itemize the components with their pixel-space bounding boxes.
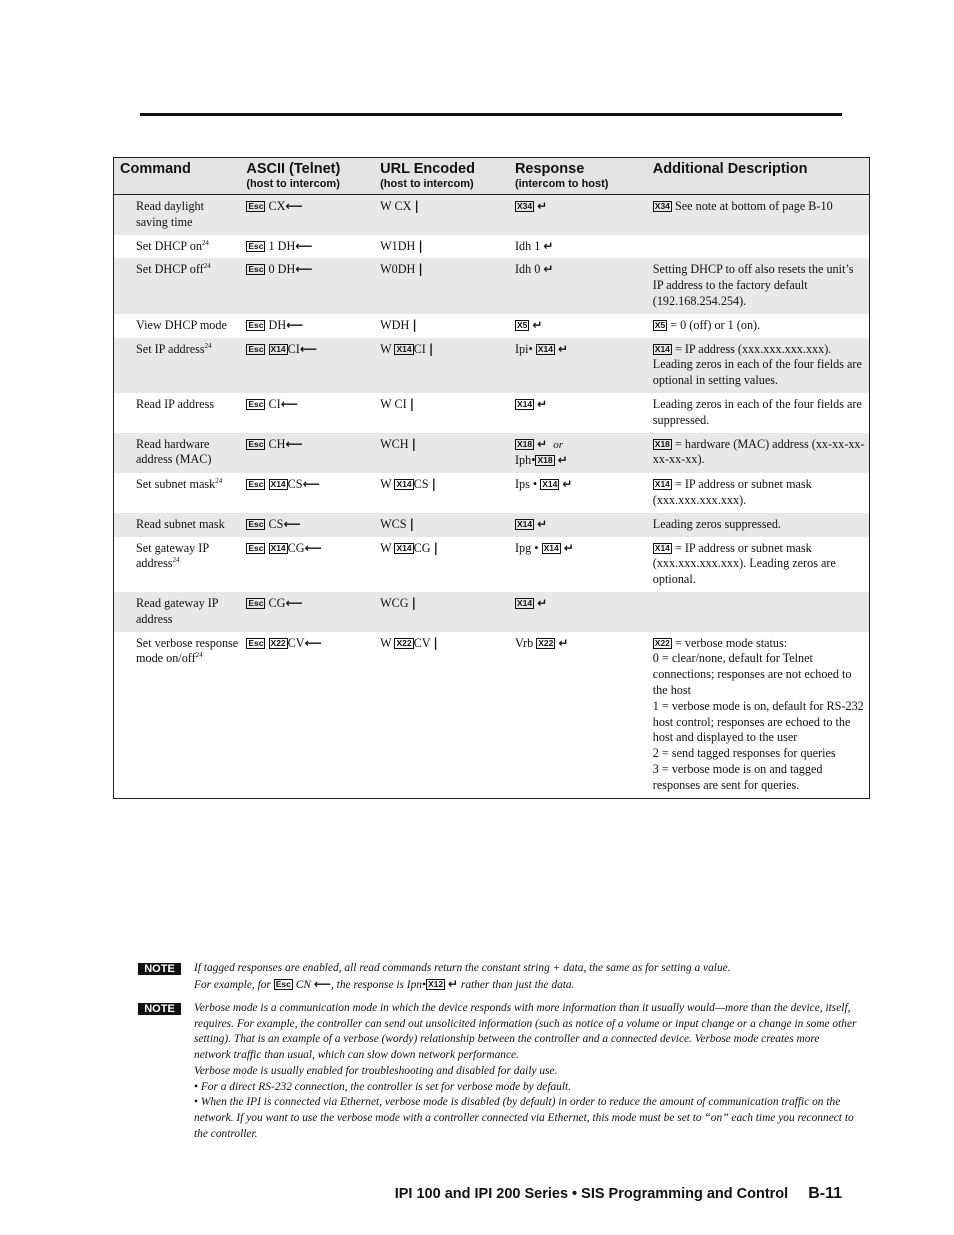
note-bullet: • When the IPI is connected via Ethernet, verbose mode is disabled (by default) in order to reduce the amount of communication traffic on the network. If you want to use the verbose mode with a controller connected via Ethernet, this mode must be set to “on” each time you reconnect to the controller. xyxy=(194,1096,854,1140)
command-cell: Read subnet mask xyxy=(114,513,243,537)
description-cell: X5 = 0 (off) or 1 (on). xyxy=(654,317,761,332)
variable-key-icon: X14 xyxy=(537,343,553,354)
command-cell: Read hardware address (MAC) xyxy=(114,433,243,474)
page-footer xyxy=(0,1184,842,1204)
response-cell xyxy=(511,314,649,338)
return-icon: ↵ xyxy=(562,477,573,492)
variable-key-icon: X5 xyxy=(516,319,528,330)
left-arrow-icon: ⟵ xyxy=(286,317,304,332)
esc-key-icon: Esc xyxy=(248,264,264,275)
return-icon: ↵ xyxy=(537,595,548,610)
url-cell: WCG | xyxy=(376,592,511,632)
pipe-icon: | xyxy=(433,540,438,555)
command-cell: Set DHCP $on^{24}$ xyxy=(136,238,209,253)
pipe-icon: | xyxy=(409,516,415,531)
page-number: B-11 xyxy=(808,1185,842,1202)
variable-key-icon: X18 xyxy=(516,438,533,449)
url-cell: WCH | xyxy=(376,433,511,474)
command-cell: Read IP address xyxy=(136,396,215,411)
sis-command-table xyxy=(113,157,870,799)
esc-key-icon: Esc xyxy=(248,518,264,529)
variable-key-icon: X22 xyxy=(654,637,670,648)
description-cell xyxy=(649,592,870,632)
url-cell: W0DH | xyxy=(376,258,511,313)
variable-key-icon: X18 xyxy=(537,455,553,466)
url-cell: W CI | xyxy=(380,396,415,411)
pipe-icon: | xyxy=(414,199,419,213)
ascii-cell: Esc CS⟵ xyxy=(242,513,376,537)
response-cell: Idh 1 ↵ xyxy=(514,238,554,253)
description-cell: X18 = hardware (MAC) address (xx-xx-xx-xx-xx-xx). xyxy=(649,433,870,474)
left-arrow-icon: ⟵ xyxy=(304,540,322,555)
esc-key-icon: Esc xyxy=(248,201,264,211)
return-icon: ↵ xyxy=(532,317,543,332)
variable-key-icon: X14 xyxy=(270,479,286,490)
esc-key-icon: Esc xyxy=(248,319,264,330)
esc-key-icon: Esc xyxy=(248,542,264,553)
response-cell: X18 ↵ or Iph• X18 ↵ xyxy=(511,433,649,474)
esc-key-icon: Esc xyxy=(248,398,264,409)
left-arrow-icon: ⟵ xyxy=(285,199,303,213)
variable-key-icon: X22 xyxy=(270,637,286,648)
ascii-cell: Esc DH⟵ xyxy=(248,317,304,332)
return-icon: ↵ xyxy=(447,976,459,991)
ascii-cell: Esc CX⟵ xyxy=(242,195,376,235)
table-row xyxy=(114,513,870,537)
pipe-icon: | xyxy=(418,238,423,253)
table-header-row xyxy=(114,158,870,195)
left-arrow-icon: ⟵ xyxy=(285,595,303,610)
command-cell: View DHCP mode xyxy=(136,317,227,332)
url-cell: W X14 CI | xyxy=(376,338,511,393)
esc-key-icon: Esc xyxy=(248,637,264,648)
variable-key-icon: X14 xyxy=(396,542,412,553)
command-cell: Read gateway IP address xyxy=(114,592,243,632)
ascii-cell: Esc 1 DH⟵ xyxy=(248,238,313,253)
note-badge: NOTE xyxy=(138,963,181,975)
return-icon: ↵ xyxy=(558,635,569,650)
response-cell xyxy=(511,592,649,632)
response-cell xyxy=(511,393,649,433)
pipe-icon: | xyxy=(412,317,417,332)
url-cell: WCS | xyxy=(376,513,511,537)
command-cell: Set DHCP off$^{24}$ xyxy=(114,258,243,313)
left-arrow-icon: ⟵ xyxy=(313,976,331,991)
command-cell: Set subnet mask$^{24}$ xyxy=(136,477,223,492)
ascii-cell: Esc CH⟵ xyxy=(242,433,376,474)
note-bullet: • For a direct RS-232 connection, the controller is set for verbose mode by default. xyxy=(194,1080,572,1093)
table-row xyxy=(114,195,870,235)
variable-key-icon: X18 xyxy=(654,438,670,449)
command-cell: Set gateway IP address$^{24}$ xyxy=(136,540,209,571)
return-icon: ↵ xyxy=(537,436,548,451)
url-cell: W X14 CG | xyxy=(380,540,438,555)
left-arrow-icon: ⟵ xyxy=(283,516,301,531)
variable-key-icon: X14 xyxy=(543,542,559,553)
return-icon: ↵ xyxy=(557,341,569,356)
url-cell: W1DH | xyxy=(380,238,423,253)
table-row xyxy=(114,433,870,474)
url-cell: W CX | xyxy=(376,195,511,235)
variable-key-icon: X14 xyxy=(270,343,286,354)
footer-title: IPI 100 and IPI 200 Series • SIS Programming and Control xyxy=(394,1186,789,1202)
pipe-icon: | xyxy=(411,595,417,610)
description-cell: Setting DHCP to off also resets the unit’s IP address to the factory default (192.168.254.254). xyxy=(649,258,870,313)
left-arrow-icon: ⟵ xyxy=(285,436,303,451)
variable-key-icon: X22 xyxy=(396,637,412,648)
variable-key-icon: X14 xyxy=(516,398,533,409)
description-cell xyxy=(649,235,870,259)
variable-key-icon: X14 xyxy=(396,343,412,354)
esc-key-icon: Esc xyxy=(248,479,264,490)
left-arrow-icon: ⟵ xyxy=(295,238,313,253)
command-cell: Set verbose response mode on/off$^{24}$ xyxy=(136,635,239,666)
header-url-encoded: URL Encoded (host to intercom) xyxy=(376,158,511,195)
ascii-cell: Esc CI⟵ xyxy=(248,396,298,411)
response-cell xyxy=(511,195,649,235)
variable-key-icon: X5 xyxy=(654,319,666,330)
variable-key-icon: X34 xyxy=(654,201,670,211)
esc-key-icon: Esc xyxy=(248,597,264,608)
table-row xyxy=(114,393,870,433)
return-icon: ↵ xyxy=(563,540,574,555)
header-response: Response (intercom to host) xyxy=(511,158,649,195)
esc-key-icon: Esc xyxy=(248,240,264,251)
variable-key-icon: X14 xyxy=(542,479,558,490)
header-command: Command xyxy=(114,158,243,195)
url-cell: WDH | xyxy=(380,317,417,332)
response-cell: Idh 0 ↵ xyxy=(511,258,649,313)
return-icon: ↵ xyxy=(537,199,548,213)
response-cell: Ips • X14 ↵ xyxy=(514,477,573,492)
return-icon: ↵ xyxy=(537,396,548,411)
pipe-icon: | xyxy=(428,341,434,356)
return-icon: ↵ xyxy=(557,453,568,468)
description-cell: X14 = IP address (xxx.xxx.xxx.xxx). Leading zeros in each of the four fields are optional in setting values. xyxy=(649,338,870,393)
command-cell: Set IP address$^{24}$ xyxy=(114,338,243,393)
top-rule xyxy=(140,113,842,116)
ascii-cell: Esc X22 CV⟵ xyxy=(248,635,322,650)
table-row xyxy=(114,592,870,632)
note-paragraph: Verbose mode is usually enabled for troubleshooting and disabled for daily use. xyxy=(194,1064,558,1077)
table-row xyxy=(114,258,870,313)
description-cell: Leading zeros suppressed. xyxy=(649,513,870,537)
return-icon: ↵ xyxy=(543,262,554,277)
response-cell xyxy=(511,513,649,537)
left-arrow-icon: ⟵ xyxy=(302,477,320,492)
variable-key-icon: X14 xyxy=(396,479,412,490)
pipe-icon: | xyxy=(409,396,415,411)
description-cell: X22 = verbose mode status: 0 = clear/none, default for Telnet connections; responses are not echoed to the host 1 = verbose mode is on, default for RS-232 host control; responses are echoed to the host and displayed to the user 2 = send tagged responses for queries 3 = verbose mode is on and tagged responses are sent for queries. xyxy=(652,635,864,792)
description-cell: X14 = IP address or subnet mask (xxx.xxx.xxx.xxx). Leading zeros are optional. xyxy=(652,540,836,587)
note-tagged-responses: NOTE If tagged responses are enabled, all read commands return the constant string + data, the same as for setting a value. For example, for Esc CN ⟵, the response is Ipn• X12 ↵ rather than just the data. xyxy=(138,961,858,993)
ascii-cell: Esc X14 CG⟵ xyxy=(248,540,322,555)
ascii-cell: Esc X14 CS⟵ xyxy=(248,477,320,492)
table-row xyxy=(114,338,870,393)
left-arrow-icon: ⟵ xyxy=(304,635,322,650)
table-row xyxy=(114,235,870,259)
note-badge: NOTE xyxy=(138,1003,181,1015)
esc-key-icon: Esc xyxy=(275,978,291,989)
variable-key-icon: X14 xyxy=(270,542,286,553)
ascii-cell: Esc CG⟵ xyxy=(242,592,376,632)
pipe-icon: | xyxy=(418,262,423,277)
variable-key-icon: X14 xyxy=(654,542,670,553)
esc-key-icon: Esc xyxy=(248,438,264,449)
url-cell: W X14 CS | xyxy=(380,477,436,492)
variable-key-icon: X34 xyxy=(516,201,533,211)
url-cell: W X22 CV | xyxy=(380,635,438,650)
variable-key-icon: X14 xyxy=(516,518,533,529)
pipe-icon: | xyxy=(433,635,438,650)
note-verbose-mode xyxy=(138,1001,858,1142)
ascii-cell: Esc 0 DH⟵ xyxy=(242,258,376,313)
description-cell: X34 See note at bottom of page B-10 xyxy=(649,195,870,235)
command-cell: Read daylight saving time xyxy=(114,195,243,235)
description-cell: X14 = IP address or subnet mask (xxx.xxx.xxx.xxx). xyxy=(652,477,812,507)
variable-key-icon: X22 xyxy=(538,637,554,648)
pipe-icon: | xyxy=(411,436,417,451)
response-cell: Ipg • X14 ↵ xyxy=(514,540,574,555)
variable-key-icon: X12 xyxy=(427,978,444,989)
pipe-icon: | xyxy=(431,477,436,492)
variable-key-icon: X14 xyxy=(654,479,670,490)
table-row xyxy=(114,537,870,592)
response-cell: Vrb X22 ↵ xyxy=(514,635,569,650)
left-arrow-icon: ⟵ xyxy=(280,396,298,411)
header-ascii: ASCII (Telnet) (host to intercom) xyxy=(242,158,376,195)
esc-key-icon: Esc xyxy=(248,343,264,354)
variable-key-icon: X14 xyxy=(516,597,533,608)
return-icon: ↵ xyxy=(543,238,554,253)
left-arrow-icon: ⟵ xyxy=(299,341,318,356)
return-icon: ↵ xyxy=(537,516,548,531)
note-paragraph: Verbose mode is a communication mode in which the device responds with more information than it usually would—more than the device, itself, requires. For example, the controller can send out unsolicited information (such as notice of a volume or input change or a change in some other setting). That is an example of a verbose (wordy) relationship between the controller and a connected device. Verbose mode creates more network traffic than usual, which can slow down network performance. xyxy=(194,1002,857,1062)
response-cell: Ipi• X14 ↵ xyxy=(511,338,649,393)
table-row xyxy=(114,473,870,513)
table-row xyxy=(114,314,870,338)
table-row xyxy=(114,632,870,798)
ascii-cell: Esc X14 CI⟵ xyxy=(242,338,376,393)
left-arrow-icon: ⟵ xyxy=(295,262,313,277)
header-additional-description: Additional Description xyxy=(649,158,870,195)
variable-key-icon: X14 xyxy=(654,343,670,354)
description-cell: Leading zeros in each of the four fields are suppressed. xyxy=(652,396,862,427)
